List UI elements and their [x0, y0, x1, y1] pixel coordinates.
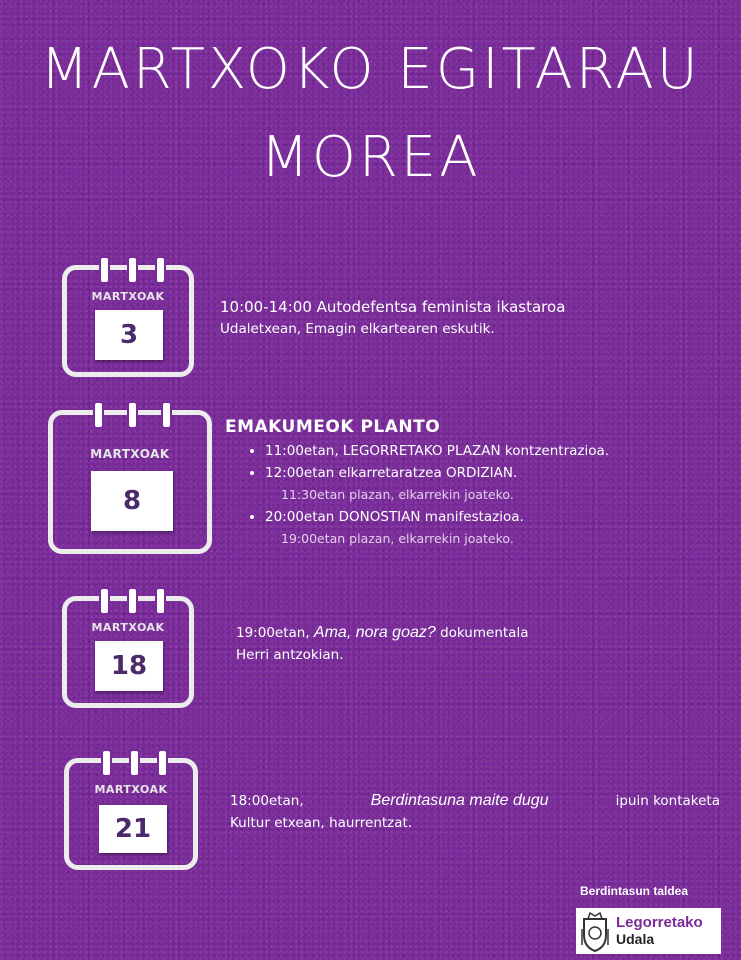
calendar-icon	[62, 596, 194, 708]
page-title-line1: MARTXOKO EGITARAU	[40, 37, 701, 102]
list-item: • 11:00etan, LEGORRETAKO PLAZAN kontzentrazioa.	[265, 440, 609, 462]
calendar-month: MARTXOAK	[91, 290, 165, 303]
group-name: Berdintasun taldea	[580, 884, 689, 898]
event-location: Kultur etxean, haurrentzat.	[230, 815, 413, 831]
event-details	[220, 296, 565, 340]
calendar-month: MARTXOAK	[94, 783, 168, 796]
calendar-month: MARTXOAK	[91, 621, 165, 634]
calendar-icon	[48, 410, 212, 554]
list-item-sub: 11:30etan plazan, elkarrekin joateko.	[281, 487, 514, 502]
event-details	[225, 416, 609, 550]
event-details	[230, 790, 720, 834]
logo	[576, 908, 721, 954]
event-list	[225, 440, 609, 550]
event-time-title: 10:00-14:00 Autodefentsa feminista ikastaroa	[220, 298, 566, 316]
event-details	[236, 622, 528, 666]
list-item: • 12:00etan elkarretaratzea ORDIZIAN. 11:30etan plazan, elkarrekin joateko.	[265, 462, 609, 506]
calendar-day: 21	[99, 805, 167, 853]
logo-text-1: Legorretako	[616, 914, 703, 931]
list-item-sub: 19:00etan plazan, elkarrekin joateko.	[281, 531, 514, 546]
event-heading: EMAKUMEOK PLANTO	[225, 417, 441, 437]
event-time-title: 18:00etan, Berdintasuna maite dugu ipuin kontaketa	[230, 792, 720, 809]
event-location: Udaletxean, Emagin elkartearen eskutik.	[220, 321, 495, 337]
page-title-line2: MOREA	[260, 125, 481, 190]
calendar-day: 3	[95, 310, 163, 360]
calendar-month: MARTXOAK	[90, 447, 170, 461]
event-time-title: 19:00etan, Ama, nora goaz? dokumentala	[236, 624, 529, 641]
coat-of-arms-icon	[578, 909, 612, 953]
calendar-day: 8	[91, 471, 173, 531]
logo-text-2: Udala	[616, 931, 655, 947]
calendar-day: 18	[95, 641, 163, 691]
list-item: • 20:00etan DONOSTIAN manifestazioa. 19:00etan plazan, elkarrekin joateko.	[265, 506, 609, 550]
calendar-icon	[64, 758, 198, 870]
event-location: Herri antzokian.	[236, 647, 344, 663]
calendar-icon	[62, 265, 194, 377]
